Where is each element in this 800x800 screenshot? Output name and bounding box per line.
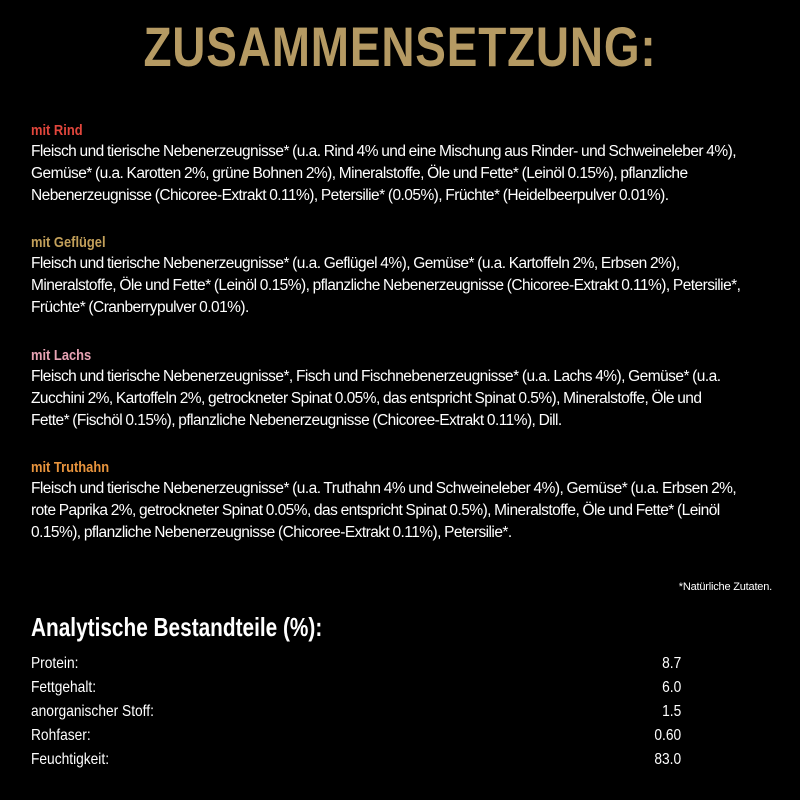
text-line: Fleisch und tierische Nebenerzeugnisse* (u.a. Truthahn 4% und Schweineleber 4%), Gemüse* (u.a. Erbsen 2%, [31,480,737,497]
text-line: Fleisch und tierische Nebenerzeugnisse*, Fisch und Fischnebenerzeugnisse* (u.a. Lachs 4%), Gemüse* (u.a. [31,368,721,385]
analytic-row-anorganisch [31,703,681,727]
section-text-lachs [31,366,776,432]
text-line: Fleisch und tierische Nebenerzeugnisse* (u.a. Geflügel 4%), Gemüse* (u.a. Kartoffeln 2%, Erbsen 2%), [31,255,680,272]
analytic-title: Analytische Bestandteile (%): [31,612,323,642]
section-gefluegel [31,233,776,319]
section-text-gefluegel [31,253,776,319]
analytic-value: 6.0 [661,679,681,696]
analytic-value: 0.60 [654,727,681,744]
text-line: Fette* (Fischöl 0.15%), pflanzliche Nebenerzeugnisse (Chicoree-Extrakt 0.11%), Dill. [31,412,562,429]
analytic-value: 83.0 [654,751,681,768]
analytic-label: Feuchtigkeit: [31,751,110,768]
section-text-rind [31,141,776,207]
section-rind [31,121,776,207]
analytic-label: Rohfaser: [31,727,91,744]
text-line: rote Paprika 2%, getrockneter Spinat 0.05%, das entspricht Spinat 0.5%), Mineralstoffe, Öle und Fette* (Leinöl [31,502,720,519]
analytic-value: 1.5 [661,703,681,720]
text-line: Fleisch und tierische Nebenerzeugnisse* (u.a. Rind 4% und eine Mischung aus Rinder- und Schweineleber 4%), [31,143,736,160]
analytic-value: 8.7 [661,655,681,672]
section-heading-gefluegel: mit Geflügel [31,234,106,251]
section-heading-rind: mit Rind [31,122,83,139]
analytic-label: Protein: [31,655,79,672]
section-text-truthahn [31,478,776,544]
text-line: Gemüse* (u.a. Karotten 2%, grüne Bohnen 2%), Mineralstoffe, Öle und Fette* (Leinöl 0.15%), pflanzliche [31,165,688,182]
text-line: Früchte* (Cranberrypulver 0.01%). [31,299,249,316]
footnote: *Natürliche Zutaten. [678,581,772,593]
analytic-row-protein [31,655,681,679]
page-title: ZUSAMMENSETZUNG: [143,15,657,78]
section-heading-lachs: mit Lachs [31,347,92,364]
text-line: 0.15%), pflanzliche Nebenerzeugnisse (Chicoree-Extrakt 0.11%), Petersilie*. [31,524,512,541]
analytic-row-fettgehalt [31,679,681,703]
section-lachs [31,346,776,432]
analytic-row-rohfaser [31,727,681,751]
analytic-label: Fettgehalt: [31,679,97,696]
text-line: Zucchini 2%, Kartoffeln 2%, getrockneter Spinat 0.05%, das entspricht Spinat 0.5%), Mineralstoffe, Öle und [31,390,702,407]
analytic-label: anorganischer Stoff: [31,703,154,720]
section-heading-truthahn: mit Truthahn [31,459,110,476]
text-line: Mineralstoffe, Öle und Fette* (Leinöl 0.15%), pflanzliche Nebenerzeugnisse (Chicoree-Extrakt 0.11%), Petersilie*, [31,277,741,294]
analytic-row-feuchtigkeit [31,751,681,775]
section-truthahn [31,458,776,544]
text-line: Nebenerzeugnisse (Chicoree-Extrakt 0.11%), Petersilie* (0.05%), Früchte* (Heidelbeerpulver 0.01%). [31,187,669,204]
